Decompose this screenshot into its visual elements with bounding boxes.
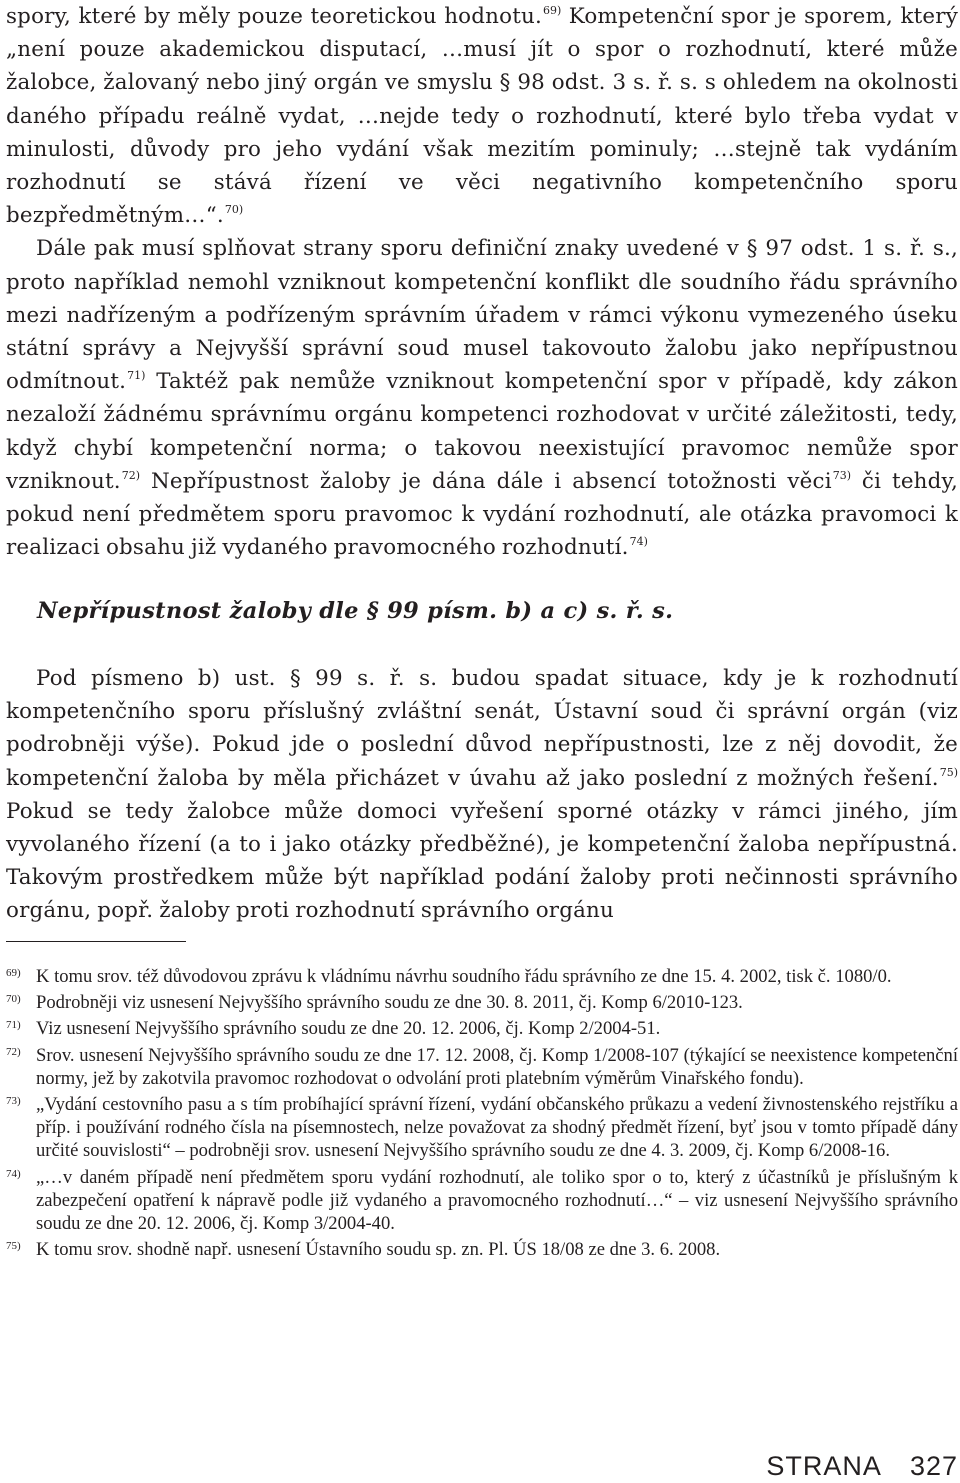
footnotes <box>6 965 958 1264</box>
footnote-text: Viz usnesení Nejvyššího správního soudu ze dne 20. 12. 2006, čj. Komp 2/2004-51. <box>36 1018 661 1040</box>
footnote <box>6 965 958 988</box>
text-run: Taktéž pak nemůže vzniknout kompetenční spor v případě, kdy zákon nezaloží žádnému správnímu orgánu kompetenci rozhodovat v určité záležitosti, tedy, když chybí kompetenční norma; o takovou neexistující pravomoc nemůže spor vzniknout. <box>6 369 958 494</box>
footnote <box>6 991 958 1014</box>
footnote-text: Srov. usnesení Nejvyššího správního soudu ze dne 17. 12. 2008, čj. Komp 1/2008-107 (týkající se neexistence kompetenční normy, jež by zakotvila pravomoc rozhodovat o odvolání proti platebním výměrům Vinařského fondu). <box>36 1044 958 1089</box>
footnote-text: „…v daném případě není předmětem sporu vydání rozhodnutí, ale toliko spor o to, který z účastníků je příslušným k zabezpečení opatření k nápravě podle již vydaného a pravomocného rozhodnutí…“ – viz usnesení Nejvyššího správního soudu ze dne 20. 12. 2006, čj. Komp 3/2004-40. <box>36 1166 958 1235</box>
footnote-ref-70[interactable]: 70) <box>224 203 244 217</box>
body-text <box>6 0 958 564</box>
paragraph <box>6 662 958 928</box>
text-run: Kompetenční spor je sporem, který „není pouze akademickou disputací, …musí jít o spor o rozhodnutí, které může žalobce, žalovaný nebo jiný orgán ve smyslu § 98 odst. 3 s. ř. s. s ohledem na okolnosti daného případu reálně vydat, …nejde tedy o rozhodnutí, které bylo třeba vydat v minulosti, důvody pro jeho vydání však mezitím pominuly; …stejně tak vydáním rozhodnutí se stává řízení ve věci negativního kompetenčního sporu bezpředmětným…“. <box>6 4 958 229</box>
footnote-text: „Vydání cestovního pasu a s tím probíhající správní řízení, vydání občanského průkazu a vedení živnostenského rejstříku a příp. i používání rodného čísla na písemnostech, nelze považovat za shodný předmět řízení, byť jsou v tomto případě dány určité souvislosti“ – podrobněji srov. usnesení Nejvyššího správního soudu ze dne 4. 3. 2009, čj. Komp 6/2008-16. <box>36 1094 958 1162</box>
footnote-separator <box>6 941 186 942</box>
footnote-number: 71) <box>6 1019 21 1032</box>
paragraph <box>6 232 958 564</box>
paragraph-continuation <box>6 0 958 232</box>
page-label: STRANA <box>766 1451 882 1481</box>
footnote-text: Podrobněji viz usnesení Nejvyššího správního soudu ze dne 30. 8. 2011, čj. Komp 6/2010-123. <box>36 992 743 1014</box>
footnote-ref-71[interactable]: 71) <box>127 369 146 383</box>
footnote-number: 74) <box>6 1167 21 1180</box>
footnote <box>6 1238 958 1261</box>
footnote-ref-73[interactable]: 73) <box>832 468 852 482</box>
footnote-number: 69) <box>6 967 21 979</box>
footnote-number: 75) <box>6 1240 21 1253</box>
footnote-ref-69[interactable]: 69) <box>542 4 562 17</box>
footnote-number: 73) <box>6 1095 21 1108</box>
footnote-ref-72[interactable]: 72) <box>121 468 141 482</box>
text-run: Nepřípustnost žaloby je dána dále i absencí totožnosti věci <box>140 468 832 494</box>
text-run: Dále pak musí splňovat strany sporu definiční znaky uvedené v § 97 odst. 1 s. ř. s., proto například nemohl vzniknout kompetenční konflikt dle soudního řádu správního mezi nadřízeným a podřízeným správním úřadem v rámci výkonu vymezeného úseku státní správy a Nejvyšší správní soud musel takovouto žalobu jako nepřípustnou odmítnout. <box>6 236 958 395</box>
footnote <box>6 1093 958 1163</box>
footnote-ref-75[interactable]: 75) <box>939 765 958 779</box>
text-run: či tehdy, pokud není předmětem sporu pravomoc k vydání rozhodnutí, ale otázka pravomoci k realizaci obsahu již vydaného pravomocného rozhodnutí. <box>6 468 958 561</box>
page-number: 327 <box>909 1451 958 1481</box>
footnote-text: K tomu srov. též důvodovou zprávu k vládnímu návrhu soudního řádu správního ze dne 15. 4. 2002, tisk č. 1080/0. <box>36 966 892 987</box>
page-footer <box>766 1449 958 1483</box>
footnote-number: 70) <box>6 993 21 1006</box>
footnote <box>6 1017 958 1040</box>
text-run: Pokud se tedy žalobce může domoci vyřešení sporné otázky v rámci jiného, jím vyvolaného řízení (a to i jako otázky předběžné), je kompetenční žaloba nepřípustná. Takovým prostředkem může být například podání žaloby proti nečinnosti správního orgánu, popř. žaloby proti rozhodnutí správního orgánu <box>6 798 958 924</box>
footnote-ref-74[interactable]: 74) <box>629 535 648 549</box>
footnote <box>6 1166 958 1236</box>
footnote-number: 72) <box>6 1045 21 1058</box>
footnote <box>6 1044 958 1090</box>
footnote-text: K tomu srov. shodně např. usnesení Ústavního soudu sp. zn. Pl. ÚS 18/08 ze dne 3. 6. 2008. <box>36 1239 721 1261</box>
text-run: Pod písmeno b) ust. § 99 s. ř. s. budou spadat situace, kdy je k rozhodnutí kompetenčního sporu příslušný zvláštní senát, Ústavní soud či správní orgán (viz podrobněji výše). Pokud jde o poslední důvod nepřípustnosti, lze z něj dovodit, že kompetenční žaloba by měla přicházet v úvahu až jako poslední z možných řešení. <box>6 666 958 791</box>
section-heading: Nepřípustnost žaloby dle § 99 písm. b) a c) s. ř. s. <box>37 598 674 624</box>
text-run: spory, které by měly pouze teoretickou hodnotu. <box>6 4 542 29</box>
body-text-2 <box>6 662 958 928</box>
